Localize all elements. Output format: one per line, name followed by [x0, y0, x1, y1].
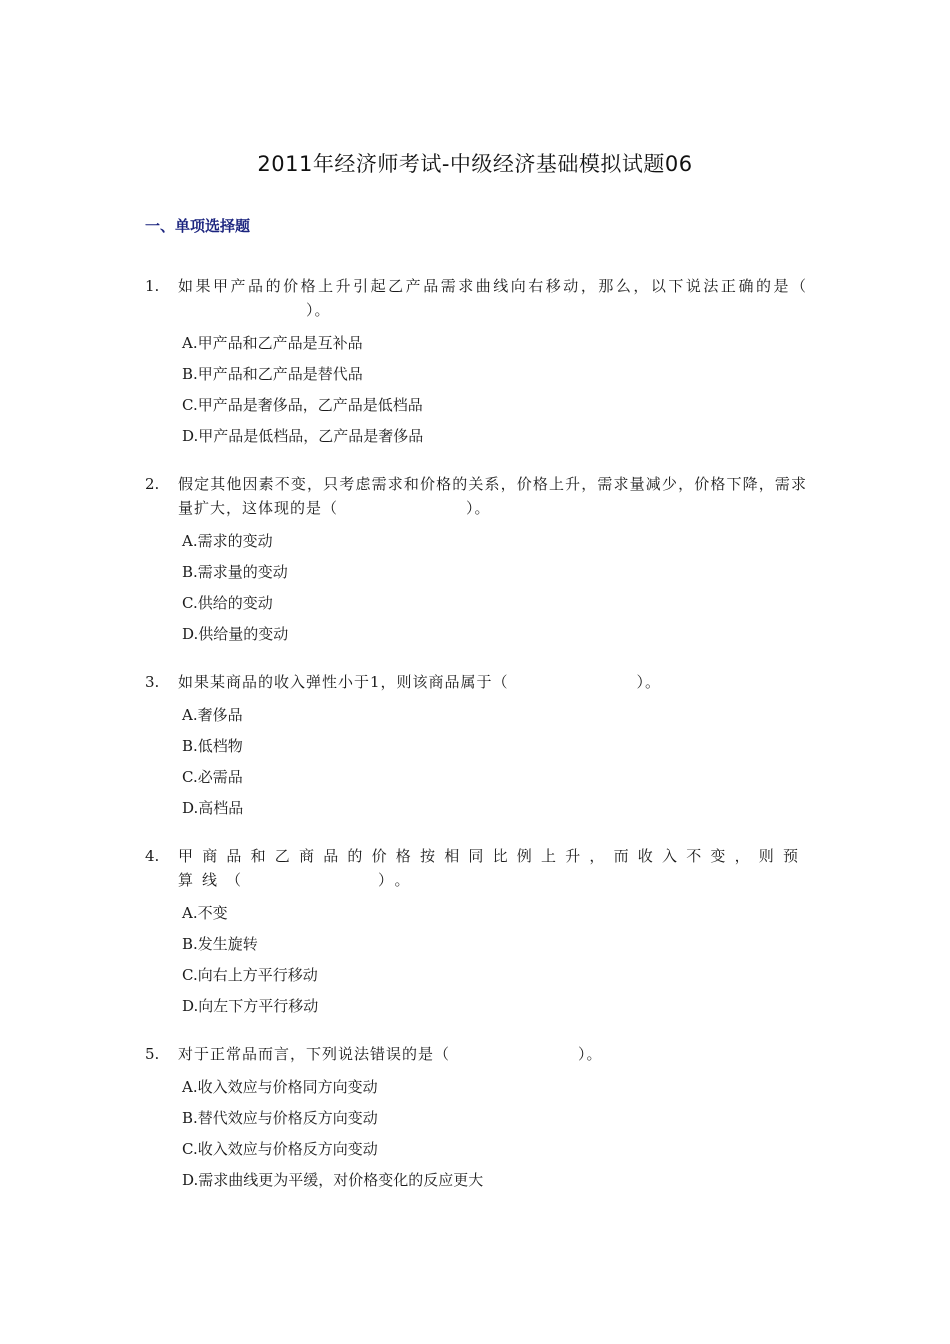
option-a: A.需求的变动	[182, 532, 273, 550]
option-list	[145, 328, 807, 452]
question-number: 2.	[145, 475, 160, 493]
option-b: B.发生旋转	[182, 935, 258, 953]
option-c: C.必需品	[182, 768, 243, 786]
section-heading: 一、单项选择题	[145, 217, 251, 235]
question-number: 5.	[145, 1045, 160, 1063]
option-d: D.向左下方平行移动	[182, 997, 319, 1015]
question-3	[145, 670, 807, 824]
question-5	[145, 1042, 807, 1196]
question-text: 假定其他因素不变，只考虑需求和价格的关系，价格上升，需求量减少，价格下降，需求量扩大，这体现的是（ ）。	[178, 475, 807, 517]
option-a: A.奢侈品	[182, 706, 243, 724]
question-number: 3.	[145, 673, 160, 691]
option-d: D.需求曲线更为平缓，对价格变化的反应更大	[182, 1171, 484, 1189]
option-c: C.供给的变动	[182, 594, 273, 612]
option-c: C.向右上方平行移动	[182, 966, 318, 984]
question-2	[145, 472, 807, 650]
question-1	[145, 274, 807, 452]
option-list	[145, 1072, 807, 1196]
option-d: D.高档品	[182, 799, 244, 817]
question-4	[145, 844, 807, 1022]
question-number: 1.	[145, 277, 160, 295]
option-d: D.甲产品是低档品，乙产品是奢侈品	[182, 427, 424, 445]
option-a: A.不变	[182, 904, 228, 922]
option-c: C.收入效应与价格反方向变动	[182, 1140, 378, 1158]
question-list	[145, 274, 807, 1216]
option-list	[145, 898, 807, 1022]
option-list	[145, 526, 807, 650]
option-c: C.甲产品是奢侈品，乙产品是低档品	[182, 396, 423, 414]
question-text: 甲商品和乙商品的价格按相同比例上升，而收入不变，则预算线（ ）。	[178, 847, 807, 889]
option-b: B.需求量的变动	[182, 563, 288, 581]
option-list	[145, 700, 807, 824]
option-b: B.低档物	[182, 737, 243, 755]
option-a: A.甲产品和乙产品是互补品	[182, 334, 363, 352]
option-a: A.收入效应与价格同方向变动	[182, 1078, 378, 1096]
question-text: 对于正常品而言，下列说法错误的是（ ）。	[178, 1045, 603, 1063]
question-text: 如果某商品的收入弹性小于1，则该商品属于（ ）。	[178, 673, 662, 691]
option-b: B.甲产品和乙产品是替代品	[182, 365, 363, 383]
question-number: 4.	[145, 847, 160, 865]
option-b: B.替代效应与价格反方向变动	[182, 1109, 378, 1127]
question-text: 如果甲产品的价格上升引起乙产品需求曲线向右移动，那么，以下说法正确的是（）。	[178, 277, 807, 319]
page-title: 2011年经济师考试-中级经济基础模拟试题06	[257, 152, 693, 176]
option-d: D.供给量的变动	[182, 625, 289, 643]
